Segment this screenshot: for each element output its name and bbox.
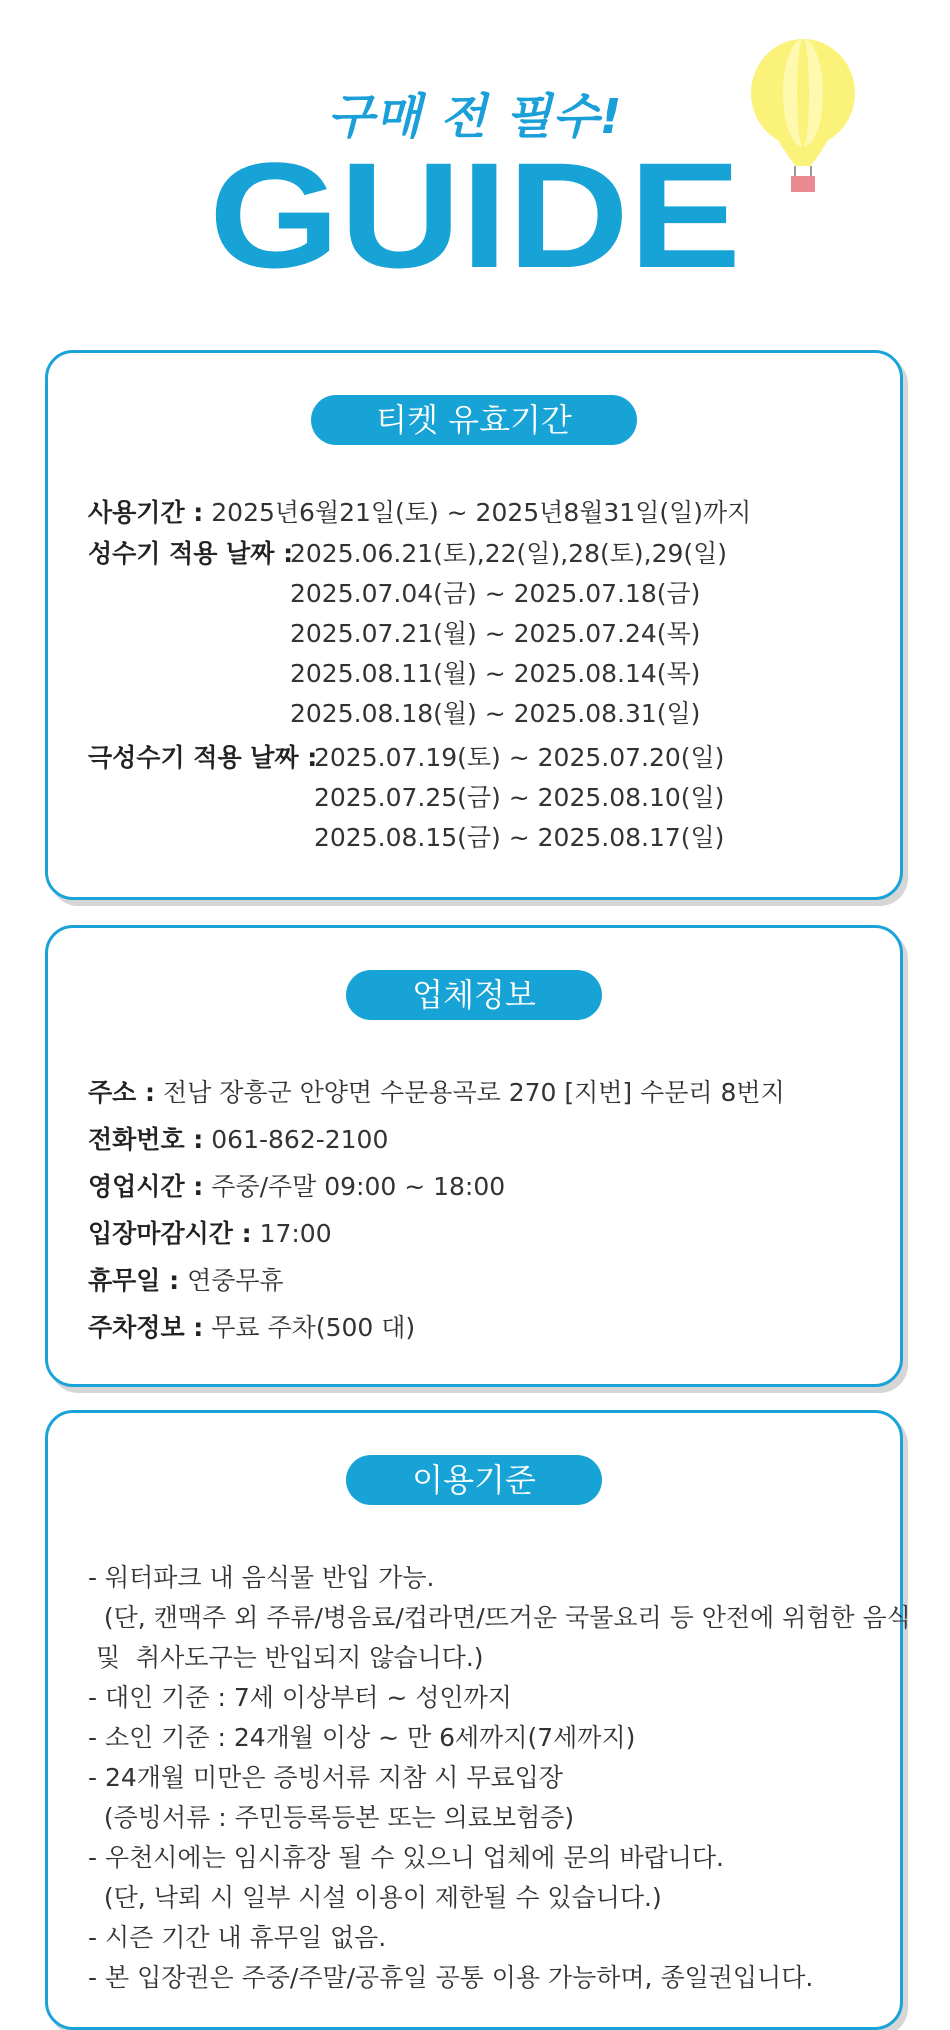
usage-period-label: 사용기간 :: [88, 498, 204, 527]
business-hours-label: 영업시간 :: [88, 1172, 204, 1201]
phone-value: 061-862-2100: [211, 1125, 389, 1154]
guide-header: [0, 0, 950, 300]
closed-days-label: 휴무일 :: [88, 1266, 180, 1295]
peak-season-label: 성수기 적용 날짜 :: [88, 539, 294, 568]
usage-rules-heading: 이용기준: [346, 1455, 602, 1505]
phone-row: [88, 1120, 388, 1156]
business-hours-row: [88, 1167, 505, 1203]
super-peak-season-row: [88, 738, 317, 774]
rule-line: - 24개월 미만은 증빙서류 지참 시 무료입장: [88, 1763, 563, 1792]
rule-line: (증빙서류 : 주민등록등본 또는 의료보험증): [88, 1803, 575, 1832]
closed-days-value: 연중무휴: [187, 1266, 284, 1295]
rule-line: - 우천시에는 임시휴장 될 수 있으니 업체에 문의 바랍니다.: [88, 1843, 724, 1872]
parking-value: 무료 주차(500 대): [211, 1313, 416, 1342]
ticket-validity-heading: 티켓 유효기간: [311, 395, 637, 445]
peak-date-line: 2025.07.21(월) ~ 2025.07.24(목): [290, 619, 701, 648]
usage-period-row: [88, 493, 751, 529]
peak-date-line: 2025.07.04(금) ~ 2025.07.18(금): [290, 579, 701, 608]
last-entry-value: 17:00: [259, 1219, 332, 1248]
super-peak-date-line: 2025.07.25(금) ~ 2025.08.10(일): [314, 783, 725, 812]
company-info-heading: 업체정보: [346, 970, 602, 1020]
hot-air-balloon-icon: [748, 38, 858, 193]
rule-line: - 시즌 기간 내 휴무일 없음.: [88, 1923, 387, 1952]
business-hours-value: 주중/주말 09:00 ~ 18:00: [211, 1172, 506, 1201]
parking-label: 주차정보 :: [88, 1313, 204, 1342]
super-peak-date-line: 2025.08.15(금) ~ 2025.08.17(일): [314, 823, 725, 852]
rule-line: - 워터파크 내 음식물 반입 가능.: [88, 1563, 435, 1592]
address-value: 전남 장흥군 안양면 수문용곡로 270 [지번] 수문리 8번지: [162, 1078, 785, 1107]
super-peak-date-line: 2025.07.19(토) ~ 2025.07.20(일): [314, 743, 725, 772]
peak-season-row: [88, 534, 293, 570]
company-info-card: [45, 925, 903, 1387]
rule-line: - 대인 기준 : 7세 이상부터 ~ 성인까지: [88, 1683, 512, 1712]
guide-title: GUIDE: [208, 131, 742, 299]
rule-line: (단, 낙뢰 시 일부 시설 이용이 제한될 수 있습니다.): [88, 1883, 662, 1912]
address-row: [88, 1073, 785, 1109]
ticket-validity-card: [45, 350, 903, 900]
phone-label: 전화번호 :: [88, 1125, 204, 1154]
last-entry-label: 입장마감시간 :: [88, 1219, 252, 1248]
peak-date-line: 2025.08.18(월) ~ 2025.08.31(일): [290, 699, 701, 728]
guide-subtitle: 구매 전 필수!: [327, 89, 623, 145]
super-peak-season-label: 극성수기 적용 날짜 :: [88, 743, 318, 772]
address-label: 주소 :: [88, 1078, 156, 1107]
rule-line: 및 취사도구는 반입되지 않습니다.): [88, 1643, 484, 1672]
rule-line: - 본 입장권은 주중/주말/공휴일 공통 이용 가능하며, 종일권입니다.: [88, 1963, 814, 1992]
usage-rules-card: [45, 1410, 911, 2030]
parking-row: [88, 1308, 415, 1344]
peak-date-line: 2025.08.11(월) ~ 2025.08.14(목): [290, 659, 701, 688]
rule-line: (단, 캔맥주 외 주류/병음료/컵라면/뜨거운 국물요리 등 안전에 위험한 음식: [88, 1603, 911, 1632]
last-entry-row: [88, 1214, 332, 1250]
peak-date-line: 2025.06.21(토),22(일),28(토),29(일): [290, 539, 728, 568]
usage-period-value: 2025년6월21일(토) ~ 2025년8월31일(일)까지: [211, 498, 752, 527]
closed-days-row: [88, 1261, 284, 1297]
rule-line: - 소인 기준 : 24개월 이상 ~ 만 6세까지(7세까지): [88, 1723, 636, 1752]
